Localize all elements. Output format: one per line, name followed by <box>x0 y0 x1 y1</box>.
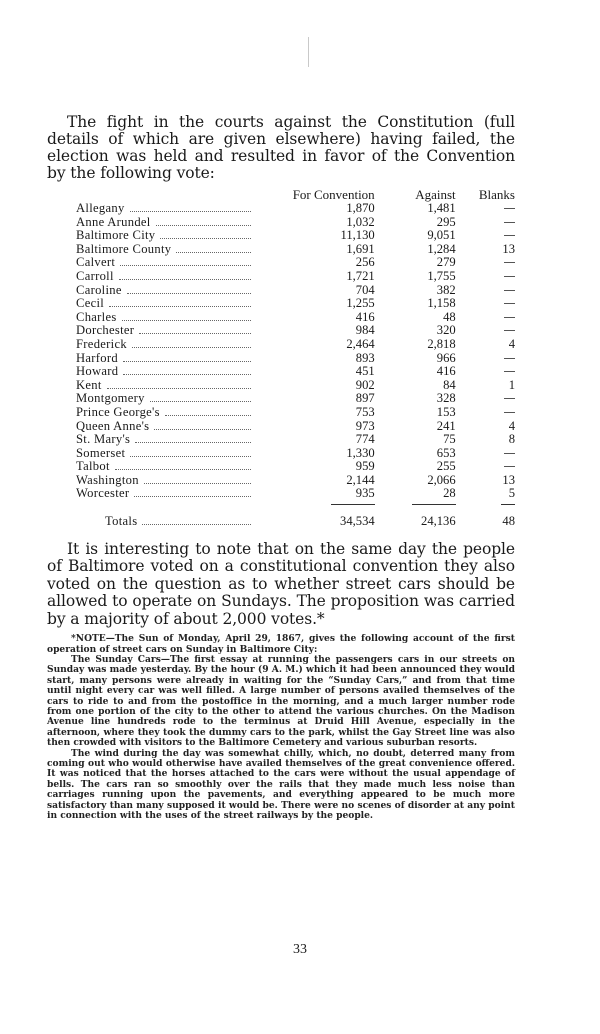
table-row <box>47 392 515 406</box>
table-row <box>47 379 515 393</box>
county-name: Cecil <box>76 296 105 311</box>
document-page <box>47 114 515 821</box>
blank-dash <box>504 317 515 318</box>
blank-dash <box>504 235 515 236</box>
against-value: 28 <box>443 486 456 501</box>
dot-leader <box>119 278 251 280</box>
dot-leader <box>122 319 251 321</box>
county-name: Talbot <box>76 459 110 474</box>
street-cars-paragraph: It is interesting to note that on the same day the people of Baltimore voted on a constitutional convention they also voted on the question as to whether street cars should be allowed to operate on Sundays. The proposition was carried by a majority of about 2,000 votes.* <box>47 539 515 628</box>
dot-leader <box>154 428 251 430</box>
dot-leader <box>132 346 251 348</box>
table-row <box>47 460 515 474</box>
dot-leader <box>130 455 251 457</box>
table-row <box>47 270 515 284</box>
table-row <box>47 202 515 216</box>
blank-dash <box>504 222 515 223</box>
table-row <box>47 297 515 311</box>
county-name: Allegany <box>76 201 125 215</box>
for-convention-value: 1,721 <box>346 268 375 283</box>
blanks-value: 5 <box>508 486 515 501</box>
dot-leader <box>135 441 251 443</box>
for-convention-value: 893 <box>355 350 375 365</box>
dot-leader <box>115 468 251 470</box>
for-convention-value: 1,870 <box>346 201 375 215</box>
vote-table-header <box>47 184 515 202</box>
table-row <box>47 352 515 366</box>
dot-leader <box>130 210 251 212</box>
scan-artifact-mark <box>308 37 309 67</box>
against-value: 1,284 <box>427 241 456 256</box>
county-name: Frederick <box>76 336 127 351</box>
totals-blanks: 48 <box>502 514 515 529</box>
blank-dash <box>504 276 515 277</box>
county-name: Anne Arundel <box>76 214 151 229</box>
dot-leader <box>127 292 251 294</box>
totals-rule-row <box>47 501 515 515</box>
dot-leader <box>134 495 251 497</box>
blanks-value: 4 <box>508 418 515 433</box>
header-against: Against <box>415 187 456 203</box>
county-name: Washington <box>76 472 139 487</box>
against-value: 1,755 <box>427 268 456 283</box>
totals-rule-for <box>331 504 375 511</box>
dot-leader <box>142 523 251 525</box>
county-name: Harford <box>76 350 118 365</box>
against-value: 966 <box>436 350 456 365</box>
against-value: 241 <box>436 418 456 433</box>
county-name: Baltimore County <box>76 241 172 256</box>
against-value: 653 <box>436 445 456 460</box>
intro-paragraph: The fight in the courts against the Constitution (full details of which are given elsewhere) having failed, the election was held and resulted in favor of the Convention by the following vote: <box>47 113 515 182</box>
table-row <box>47 229 515 243</box>
for-convention-value: 416 <box>355 309 375 324</box>
for-convention-value: 256 <box>355 255 375 270</box>
table-row <box>47 256 515 270</box>
footnote-paragraph: The wind during the day was somewhat chilly, which, no doubt, deterred many from coming out who would otherwise have availed themselves of the great convenience offered. It was noticed that the horses attached to the cars were without the usual appendage of bells. The cars ran so smoothly over the rails that they made much less noise than carriages running upon the pavements, and everything appeared to be much more satisfactory than many supposed it would be. There were no scenes of disorder at any point in connection with the uses of the street railways by the people. <box>47 747 515 822</box>
table-row <box>47 433 515 447</box>
header-blanks: Blanks <box>478 187 515 203</box>
totals-row <box>47 515 515 529</box>
vote-table-body <box>47 202 515 501</box>
county-name: Carroll <box>76 268 114 283</box>
blank-dash <box>504 453 515 454</box>
for-convention-value: 973 <box>355 418 375 433</box>
dot-leader <box>139 332 251 334</box>
against-value: 295 <box>436 214 456 229</box>
blanks-value: 13 <box>502 472 515 487</box>
table-row <box>47 338 515 352</box>
header-county <box>47 184 293 202</box>
for-convention-value: 935 <box>355 486 375 501</box>
against-value: 9,051 <box>427 228 456 243</box>
for-convention-value: 959 <box>355 459 375 474</box>
blank-dash <box>504 262 515 263</box>
against-value: 255 <box>436 459 456 474</box>
totals-rule-blanks <box>501 504 515 511</box>
for-convention-value: 897 <box>355 391 375 406</box>
county-name: Dorchester <box>76 323 135 338</box>
against-value: 382 <box>436 282 456 297</box>
blanks-value: 8 <box>508 432 515 447</box>
blanks-value: 4 <box>508 336 515 351</box>
page-number: 33 <box>293 942 307 957</box>
dot-leader <box>144 482 251 484</box>
county-name: Worcester <box>76 486 130 501</box>
for-convention-value: 2,464 <box>346 336 375 351</box>
county-name: Calvert <box>76 255 116 270</box>
for-convention-value: 774 <box>355 432 375 447</box>
county-name: Kent <box>76 377 102 392</box>
county-name: Queen Anne's <box>76 418 150 433</box>
totals-rule-against <box>412 504 456 511</box>
table-row <box>47 447 515 461</box>
for-convention-value: 753 <box>355 404 375 419</box>
blank-dash <box>504 398 515 399</box>
dot-leader <box>156 224 251 226</box>
totals-for: 34,534 <box>340 514 375 529</box>
county-name: Charles <box>76 309 117 324</box>
blank-dash <box>504 466 515 467</box>
header-for-convention: For Convention <box>292 187 375 203</box>
county-name: Caroline <box>76 282 122 297</box>
for-convention-value: 704 <box>355 282 375 297</box>
for-convention-value: 1,032 <box>346 214 375 229</box>
dot-leader <box>120 264 251 266</box>
blank-dash <box>504 290 515 291</box>
blanks-value: 13 <box>502 241 515 256</box>
dot-leader <box>123 373 251 375</box>
footnote <box>47 634 515 821</box>
against-value: 320 <box>436 323 456 338</box>
footnote-paragraph: The Sunday Cars—The first essay at running the passengers cars in our streets on Sunday was made yesterday. By the hour (9 A. M.) which it had been announced they would start, many persons were already in waiting for the “Sunday Cars,” and from that time until night every car was well filled. A large number of persons availed themselves of the cars to ride to and from the postoffice in the morning, and a much larger number rode from one portion of the city to the other to attend the various churches. On the Madison Avenue line hundreds rode to the terminus at Druid Hill Avenue, especially in the afternoon, where they took the dummy cars to the park, whilst the Gay Street line was also then crowded with visitors to the Baltimore Cemetery and various suburban resorts. <box>47 653 515 749</box>
table-row <box>47 243 515 257</box>
table-row <box>47 487 515 501</box>
county-name: Prince George's <box>76 404 160 419</box>
footnote-paragraph: *NOTE—The Sun of Monday, April 29, 1867, gives the following account of the first operation of street cars on Sunday in Baltimore City: <box>47 633 515 655</box>
for-convention-value: 902 <box>355 377 375 392</box>
against-value: 1,158 <box>427 296 456 311</box>
county-name: St. Mary's <box>76 432 131 447</box>
for-convention-value: 1,330 <box>346 445 375 460</box>
dot-leader <box>176 251 251 253</box>
for-convention-value: 11,130 <box>340 228 375 243</box>
county-name: Montgomery <box>76 391 145 406</box>
dot-leader <box>150 400 251 402</box>
blank-dash <box>504 303 515 304</box>
table-row <box>47 365 515 379</box>
blank-dash <box>504 358 515 359</box>
for-convention-value: 2,144 <box>346 472 375 487</box>
totals-label: Totals <box>105 514 138 529</box>
county-name: Howard <box>76 364 119 379</box>
against-value: 328 <box>436 391 456 406</box>
dot-leader <box>109 305 251 307</box>
against-value: 75 <box>443 432 456 447</box>
against-value: 2,066 <box>427 472 456 487</box>
dot-leader <box>107 387 251 389</box>
blank-dash <box>504 208 515 209</box>
dot-leader <box>165 414 251 416</box>
blank-dash <box>504 412 515 413</box>
for-convention-value: 984 <box>355 323 375 338</box>
against-value: 279 <box>436 255 456 270</box>
against-value: 84 <box>443 377 456 392</box>
totals-against: 24,136 <box>421 514 456 529</box>
against-value: 2,818 <box>427 336 456 351</box>
table-row <box>47 284 515 298</box>
for-convention-value: 1,255 <box>346 296 375 311</box>
blank-dash <box>504 330 515 331</box>
dot-leader <box>160 237 251 239</box>
for-convention-value: 451 <box>355 364 375 379</box>
blanks-value: 1 <box>508 377 515 392</box>
against-value: 153 <box>436 404 456 419</box>
against-value: 416 <box>436 364 456 379</box>
against-value: 1,481 <box>427 201 456 215</box>
against-value: 48 <box>443 309 456 324</box>
blank-dash <box>504 371 515 372</box>
dot-leader <box>123 360 251 362</box>
table-row <box>47 474 515 488</box>
county-name: Somerset <box>76 445 126 460</box>
table-row <box>47 324 515 338</box>
table-row <box>47 420 515 434</box>
table-row <box>47 216 515 230</box>
for-convention-value: 1,691 <box>346 241 375 256</box>
table-row <box>47 311 515 325</box>
county-name: Baltimore City <box>76 228 156 243</box>
table-row <box>47 406 515 420</box>
vote-table <box>47 184 515 529</box>
